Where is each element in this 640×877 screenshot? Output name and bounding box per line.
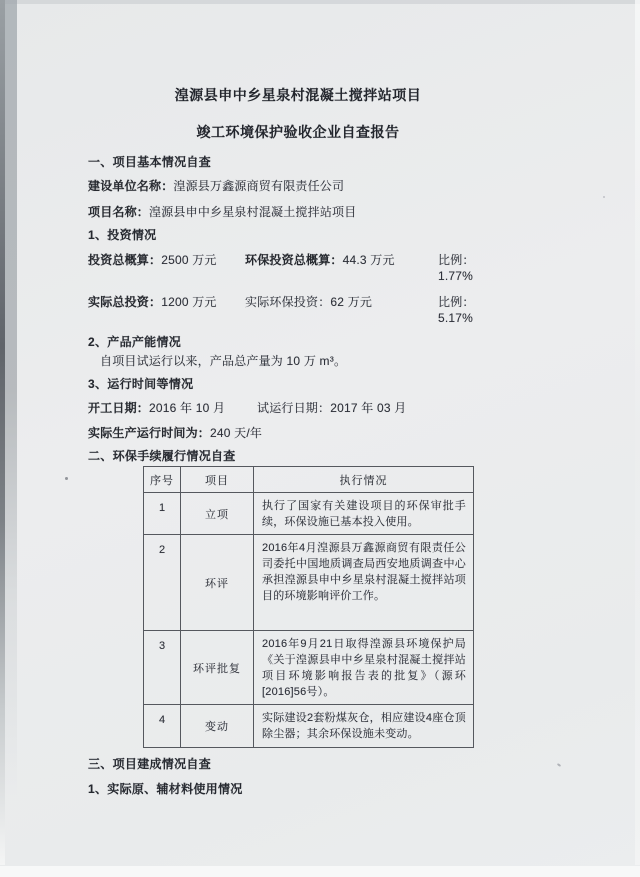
invest-total-cell xyxy=(88,252,245,284)
document-body xyxy=(88,0,508,797)
actual-env-invest-value: 62 万元 xyxy=(330,295,373,309)
col-header-no: 序号 xyxy=(144,467,181,493)
sub3-runtime-heading: 3、运行时间等情况 xyxy=(88,377,194,391)
ratio2-value: 5.17% xyxy=(438,311,474,325)
ratio1-value: 1.77% xyxy=(438,269,474,283)
scan-speckle xyxy=(65,477,68,480)
actual-env-invest-label: 实际环保投资： xyxy=(245,295,331,309)
col-header-item: 项目 xyxy=(181,467,254,493)
trial-date-label: 试运行日期： xyxy=(257,401,331,415)
row-item: 变动 xyxy=(181,705,254,748)
project-name-label: 项目名称： xyxy=(88,205,150,219)
scan-edge-bottom xyxy=(0,866,640,877)
trial-date-cell xyxy=(257,400,508,416)
actual-env-invest-cell xyxy=(245,294,438,326)
row-item: 环评批复 xyxy=(181,631,254,705)
scan-speckle xyxy=(603,196,605,198)
actual-investment-row xyxy=(88,294,508,326)
doc-title-line2: 竣工环境保护验收企业自查报告 xyxy=(196,124,400,140)
section1-heading: 一、项目基本情况自查 xyxy=(88,155,212,169)
row-detail: 执行了国家有关建设项目的环保审批手续，环保设施已基本投入使用。 xyxy=(254,493,474,535)
start-date-value: 2016 年 10 月 xyxy=(149,401,226,415)
row-no: 1 xyxy=(144,493,181,535)
env-invest-total-value: 44.3 万元 xyxy=(342,253,395,267)
runtime-label: 实际生产运行时间为： xyxy=(88,426,211,440)
ratio2-cell xyxy=(438,294,508,326)
env-invest-total-label: 环保投资总概算： xyxy=(245,253,343,267)
col-header-detail: 执行情况 xyxy=(254,467,474,493)
row-no: 4 xyxy=(144,705,181,748)
scan-speckle xyxy=(557,763,561,767)
builder-name-label: 建设单位名称： xyxy=(88,179,174,193)
sub1-investment-heading: 1、投资情况 xyxy=(88,228,157,242)
sub2-capacity-heading: 2、产品产能情况 xyxy=(88,335,182,349)
builder-name-value: 湟源县万鑫源商贸有限责任公司 xyxy=(173,179,345,193)
capacity-text: 自项目试运行以来，产品总产量为 10 万 m³。 xyxy=(100,354,347,368)
section3-sub1-heading: 1、实际原、辅材料使用情况 xyxy=(88,782,243,796)
project-name-line xyxy=(88,204,508,220)
table-row xyxy=(144,631,474,705)
row-no: 3 xyxy=(144,631,181,705)
start-date-label: 开工日期： xyxy=(88,401,150,415)
ratio1-label: 比例： xyxy=(438,253,475,267)
row-detail: 2016年9月21日取得湟源县环境保护局《关于湟源县申中乡星泉村混凝土搅拌站项目环境影响报告表的批复》（源环[2016]56号）。 xyxy=(254,631,474,705)
procedures-table xyxy=(143,466,474,748)
actual-invest-label: 实际总投资： xyxy=(88,295,162,309)
env-invest-total-cell xyxy=(245,252,438,284)
builder-name-line xyxy=(88,178,508,194)
table-row xyxy=(144,493,474,535)
scan-edge-right xyxy=(635,0,640,865)
ratio2-label: 比例： xyxy=(438,295,475,309)
section3-heading: 三、项目建成情况自查 xyxy=(88,757,212,771)
actual-invest-cell xyxy=(88,294,245,326)
row-detail: 2016年4月湟源县万鑫源商贸有限责任公司委托中国地质调查局西安地质调查中心承担湟源县申中乡星泉村混凝土搅拌站项目的环境影响评价工作。 xyxy=(254,535,474,631)
project-name-value: 湟源县申中乡星泉村混凝土搅拌站项目 xyxy=(149,205,357,219)
table-header-row xyxy=(144,467,474,493)
row-item: 立项 xyxy=(181,493,254,535)
row-item: 环评 xyxy=(181,535,254,631)
investment-estimate-row xyxy=(88,252,508,284)
table-row xyxy=(144,535,474,631)
start-date-cell xyxy=(88,400,257,416)
table-row xyxy=(144,705,474,748)
actual-invest-value: 1200 万元 xyxy=(161,295,217,309)
invest-total-label: 投资总概算： xyxy=(88,253,162,267)
row-no: 2 xyxy=(144,535,181,631)
row-detail: 实际建设2套粉煤灰仓，相应建设4座仓顶除尘器；其余环保设施未变动。 xyxy=(254,705,474,748)
runtime-line xyxy=(88,425,508,441)
ratio1-cell xyxy=(438,252,508,284)
trial-date-value: 2017 年 03 月 xyxy=(330,401,407,415)
invest-total-value: 2500 万元 xyxy=(161,253,217,267)
dates-row xyxy=(88,400,508,416)
scan-edge-left-shadow xyxy=(5,0,17,865)
runtime-value: 240 天/年 xyxy=(210,426,263,440)
doc-title-line1: 湟源县申中乡星泉村混凝土搅拌站项目 xyxy=(174,87,422,103)
section2-heading: 二、环保手续履行情况自查 xyxy=(88,449,236,463)
